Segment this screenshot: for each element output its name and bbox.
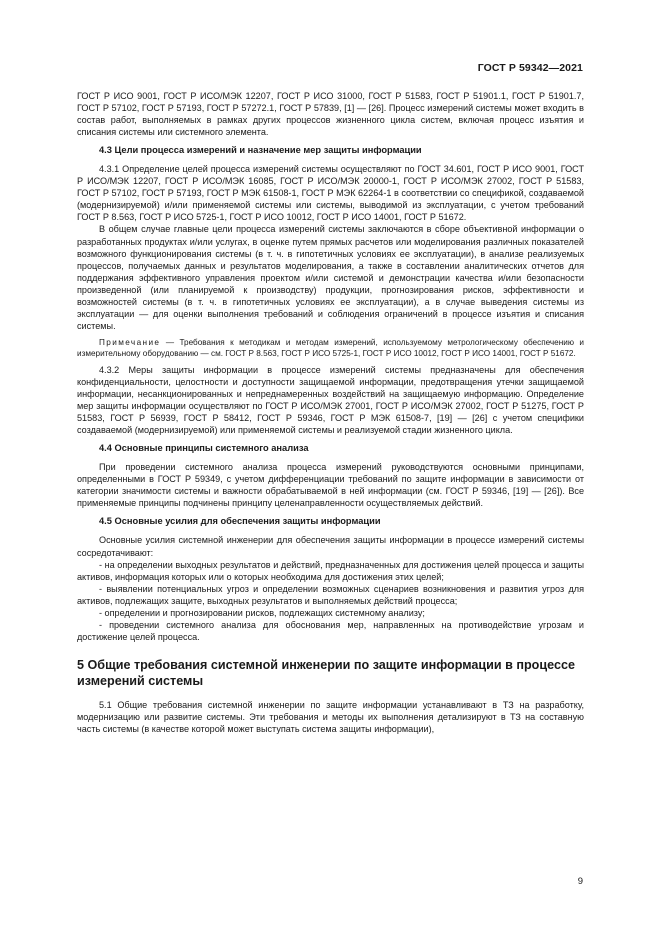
list-item: - выявлении потенциальных угроз и определении возможных сценариев возникновения и развития угроз для активов, подлежащих защите, выходных результатов и выполняемых действий процесса;: [77, 583, 584, 606]
section-heading-4-3: 4.3 Цели процесса измерений и назначение мер защиты информации: [99, 145, 422, 156]
list-item: - проведении системного анализа для обоснования мер, направленных на противодействие угрозам и достижение целей процесса.: [77, 619, 584, 642]
document-body: [77, 90, 584, 735]
list-item: - на определении выходных результатов и действий, предназначенных для достижения целей процесса и защиты активов, информация которых или о которых необходима для достижения этих целей;: [77, 559, 584, 582]
note: [77, 337, 584, 359]
paragraph-continuation: ГОСТ Р ИСО 9001, ГОСТ Р ИСО/МЭК 12207, ГОСТ Р ИСО 31000, ГОСТ Р 51583, ГОСТ Р 51901.1, ГОСТ Р 51901.7, ГОСТ Р 57102, ГОСТ Р 57193, ГОСТ Р 57272.1, ГОСТ Р 57839, [1] — [26]. Процесс измерений системы может входить в состав работ, выполняемых в рамках других процессов жизненного цикла систем, включая процесс изъятия и списания системы или системного элемента.: [77, 91, 584, 138]
paragraph-4-3-1-goals: В общем случае главные цели процесса измерений системы заключаются в сборе объективной информации о разработанных продуктах и/или услугах, в оценке путем прямых расчетов или моделирования различных показателей возможного функционирования системы (в т. ч. в гипотетичных условиях ее эксплуатации), в анализе реализуемых процессов, получаемых данных и результатов моделирования, а также в составлении аналитических отчетов для поддержания эффективного управления проектом и/или системой и демонстрации качества и/или безопасности произведенной (или планируемой к производству) продукции, прогнозирования рисков, эффективности и возможностей системы (в т. ч. в гипотетичных условиях ее эксплуатации), а в случае выведения системы из эксплуатации — для оценки выполнения требований и соблюдения ограничений в процессе изъятия и списания системы.: [77, 224, 584, 331]
paragraph-5-1: 5.1 Общие требования системной инженерии по защите информации устанавливают в ТЗ на разработку, модернизацию или развитие системы. Эти требования и методы их выполнения детализируют в ТЗ на составную часть системы (в качестве которой может выступать система защиты информации),: [77, 699, 584, 734]
paragraph-4-5: Основные усилия системной инженерии для обеспечения защиты информации в процессе измерений системы сосредотачивают:: [77, 535, 584, 558]
note-text: — Требования к методикам и методам измерений, используемому метрологическому обеспечению и измерительному оборудованию — см. ГОСТ Р 8.563, ГОСТ Р ИСО 5725-1, ГОСТ Р ИСО 10012, ГОСТ Р ИСО 14001, ГОСТ Р 51672.: [77, 337, 584, 358]
paragraph-4-3-2: 4.3.2 Меры защиты информации в процессе измерений системы предназначены для обеспечения конфиденциальности, целостности и доступности защищаемой информации, предотвращения утечки защищаемой информации, несанкционированных и непреднамеренных воздействий на защищаемую информацию. Определение мер защиты информации осуществляют по ГОСТ Р ИСО/МЭК 27001, ГОСТ Р ИСО/МЭК 27002, ГОСТ Р 51275, ГОСТ Р 51583, ГОСТ Р 56939, ГОСТ Р 58412, ГОСТ Р 59346, ГОСТ Р МЭК 61508-7, [19] — [26] с учетом специфики создаваемой (модернизируемой) или применяемой системы и реализуемой стадии жизненного цикла.: [77, 364, 584, 436]
page-number: 9: [577, 876, 583, 887]
section-heading-5: 5 Общие требования системной инженерии по защите информации в процессе измерений системы: [77, 657, 575, 688]
paragraph-4-3-1: 4.3.1 Определение целей процесса измерений системы осуществляют по ГОСТ 34.601, ГОСТ Р ИСО 9001, ГОСТ Р ИСО/МЭК 12207, ГОСТ Р ИСО/МЭК 16085, ГОСТ Р ИСО/МЭК 20000-1, ГОСТ Р ИСО/МЭК 27002, ГОСТ Р 51583, ГОСТ Р 57102, ГОСТ Р 57193, ГОСТ Р МЭК 61508-1, ГОСТ Р МЭК 62264-1 в соответствии со спецификой, создаваемой (модернизируемой) и/или применяемой системы или системы, выводимой из эксплуатации, с учетом требований ГОСТ Р 8.563, ГОСТ Р ИСО 5725-1, ГОСТ Р ИСО 10012, ГОСТ Р ИСО 14001, ГОСТ Р 51672.: [77, 164, 584, 223]
section-heading-4-4: 4.4 Основные принципы системного анализа: [99, 443, 309, 454]
note-label: Примечание: [99, 337, 161, 347]
standard-header: ГОСТ Р 59342—2021: [477, 62, 583, 74]
section-heading-4-5: 4.5 Основные усилия для обеспечения защиты информации: [99, 516, 381, 527]
list-item: - определении и прогнозировании рисков, подлежащих системному анализу;: [99, 607, 425, 618]
paragraph-4-4: При проведении системного анализа процесса измерений руководствуются основными принципами, определенными в ГОСТ Р 59349, с учетом дифференциации требований по защите информации в зависимости от категории значимости системы и важности обрабатываемой в ней информации (см. ГОСТ Р 59346, [19] — [26]). Все применяемые принципы подчинены принципу целенаправленности осуществляемых действий.: [77, 462, 584, 509]
